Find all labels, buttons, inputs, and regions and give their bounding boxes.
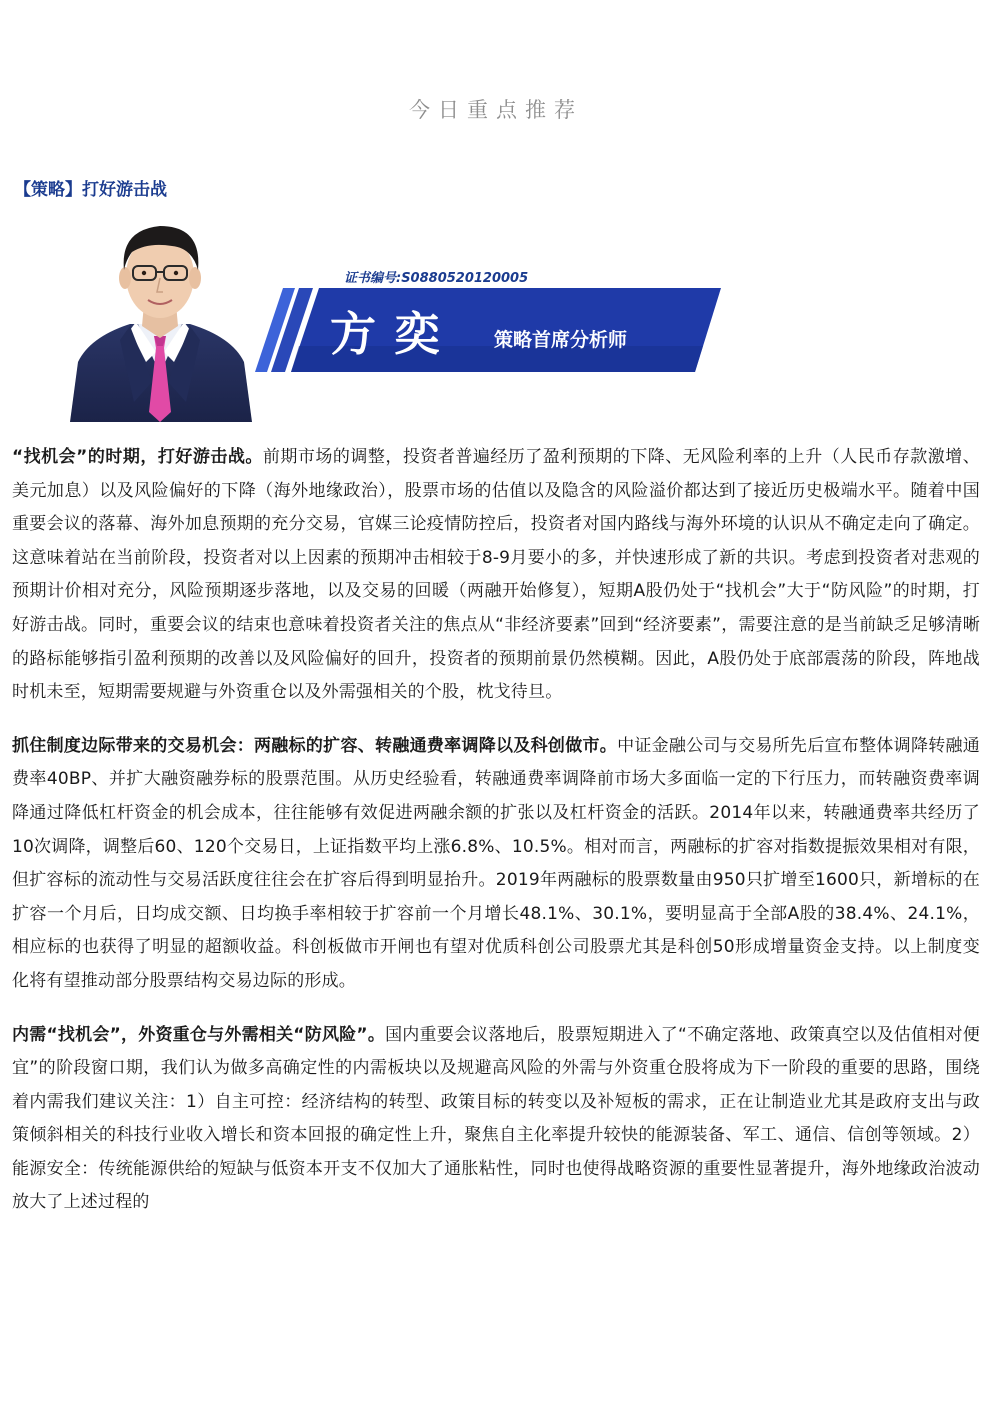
paragraph-text: 国内重要会议落地后，股票短期进入了“不确定落地、政策真空以及估值相对便宜”的阶段窗口期，我们认为做多高确定性的内需板块以及规避高风险的外需与外资重仓股将成为下一阶段的重要的思路，围绕着内需我们建议关注：1）自主可控：经济结构的转型、政策目标的转变以及补短板的需求，正在让制造业尤其是政府支出与政策倾斜相关的科技行业收入增长和资本回报的确定性上升，聚焦自主化率提升较快的能源装备、军工、通信、信创等领域。2）能源安全：传统能源供给的短缺与低资本开支不仅加大了通胀粘性，同时也使得战略资源的重要性显著提升，海外地缘政治波动放大了上述过程的 xyxy=(12,1024,980,1213)
paragraph-3 xyxy=(12,1019,980,1221)
section-title: 【策略】打好游击战 xyxy=(14,180,167,200)
paragraph-text: 中证金融公司与交易所先后宣布整体调降转融通费率40BP、并扩大融资融券标的股票范围。从历史经验看，转融通费率调降前市场大多面临一定的下行压力，而转融资费率调降通过降低杠杆资金的机会成本，往往能够有效促进两融余额的扩张以及杠杆资金的活跃。2014年以来，转融通费率共经历了10次调降，调整后60、120个交易日，上证指数平均上涨6.8%、10.5%。相对而言，两融标的扩容对指数提振效果相对有限，但扩容标的流动性与交易活跃度往往会在扩容后得到明显抬升。2019年两融标的股票数量由950只扩增至1600只，新增标的在扩容一个月后，日均成交额、日均换手率相较于扩容前一个月增长48.1%、30.1%，要明显高于全部A股的38.4%、24.1%，相应标的也获得了明显的超额收益。科创板做市开闸也有望对优质科创公司股票尤其是科创50形成增量资金支持。以上制度变化将有望推动部分股票结构交易边际的形成。 xyxy=(12,735,981,991)
name-banner xyxy=(255,288,725,372)
analyst-card xyxy=(0,212,992,424)
paragraph-lead: 抓住制度边际带来的交易机会：两融标的扩容、转融通费率调降以及科创做市。 xyxy=(12,735,618,756)
paragraph-1 xyxy=(12,441,980,710)
analyst-name: 方奕 xyxy=(330,307,458,361)
paragraph-text: 前期市场的调整，投资者普遍经历了盈利预期的下降、无风险利率的上升（人民币存款激增、美元加息）以及风险偏好的下降（海外地缘政治），股票市场的估值以及隐含的风险溢价都达到了接近历史极端水平。随着中国重要会议的落幕、海外加息预期的充分交易，官媒三论疫情防控后，投资者对国内路线与海外环境的认识从不确定走向了确定。这意味着站在当前阶段，投资者对以上因素的预期冲击相较于8-9月要小的多，并快速形成了新的共识。考虑到投资者对悲观的预期计价相对充分，风险预期逐步落地，以及交易的回暖（两融开始修复），短期A股仍处于“找机会”大于“防风险”的时期，打好游击战。同时，重要会议的结束也意味着投资者关注的焦点从“非经济要素”回到“经济要素”，需要注意的是当前缺乏足够清晰的路标能够指引盈利预期的改善以及风险偏好的回升，投资者的预期前景仍然模糊。因此，A股仍处于底部震荡的阶段，阵地战时机未至，短期需要规避与外资重仓以及外需强相关的个股，枕戈待旦。 xyxy=(12,447,980,703)
analyst-title: 策略首席分析师 xyxy=(494,329,628,351)
article-body xyxy=(12,441,980,1240)
paragraph-lead: 内需“找机会”，外资重仓与外需相关“防风险”。 xyxy=(12,1024,386,1045)
page-header: 今日重点推荐 xyxy=(409,98,583,122)
analyst-portrait xyxy=(60,212,260,422)
paragraph-lead: “找机会”的时期，打好游击战。 xyxy=(12,447,263,467)
paragraph-2 xyxy=(12,730,980,999)
cert-number: 证书编号:S0880520120005 xyxy=(344,271,529,286)
